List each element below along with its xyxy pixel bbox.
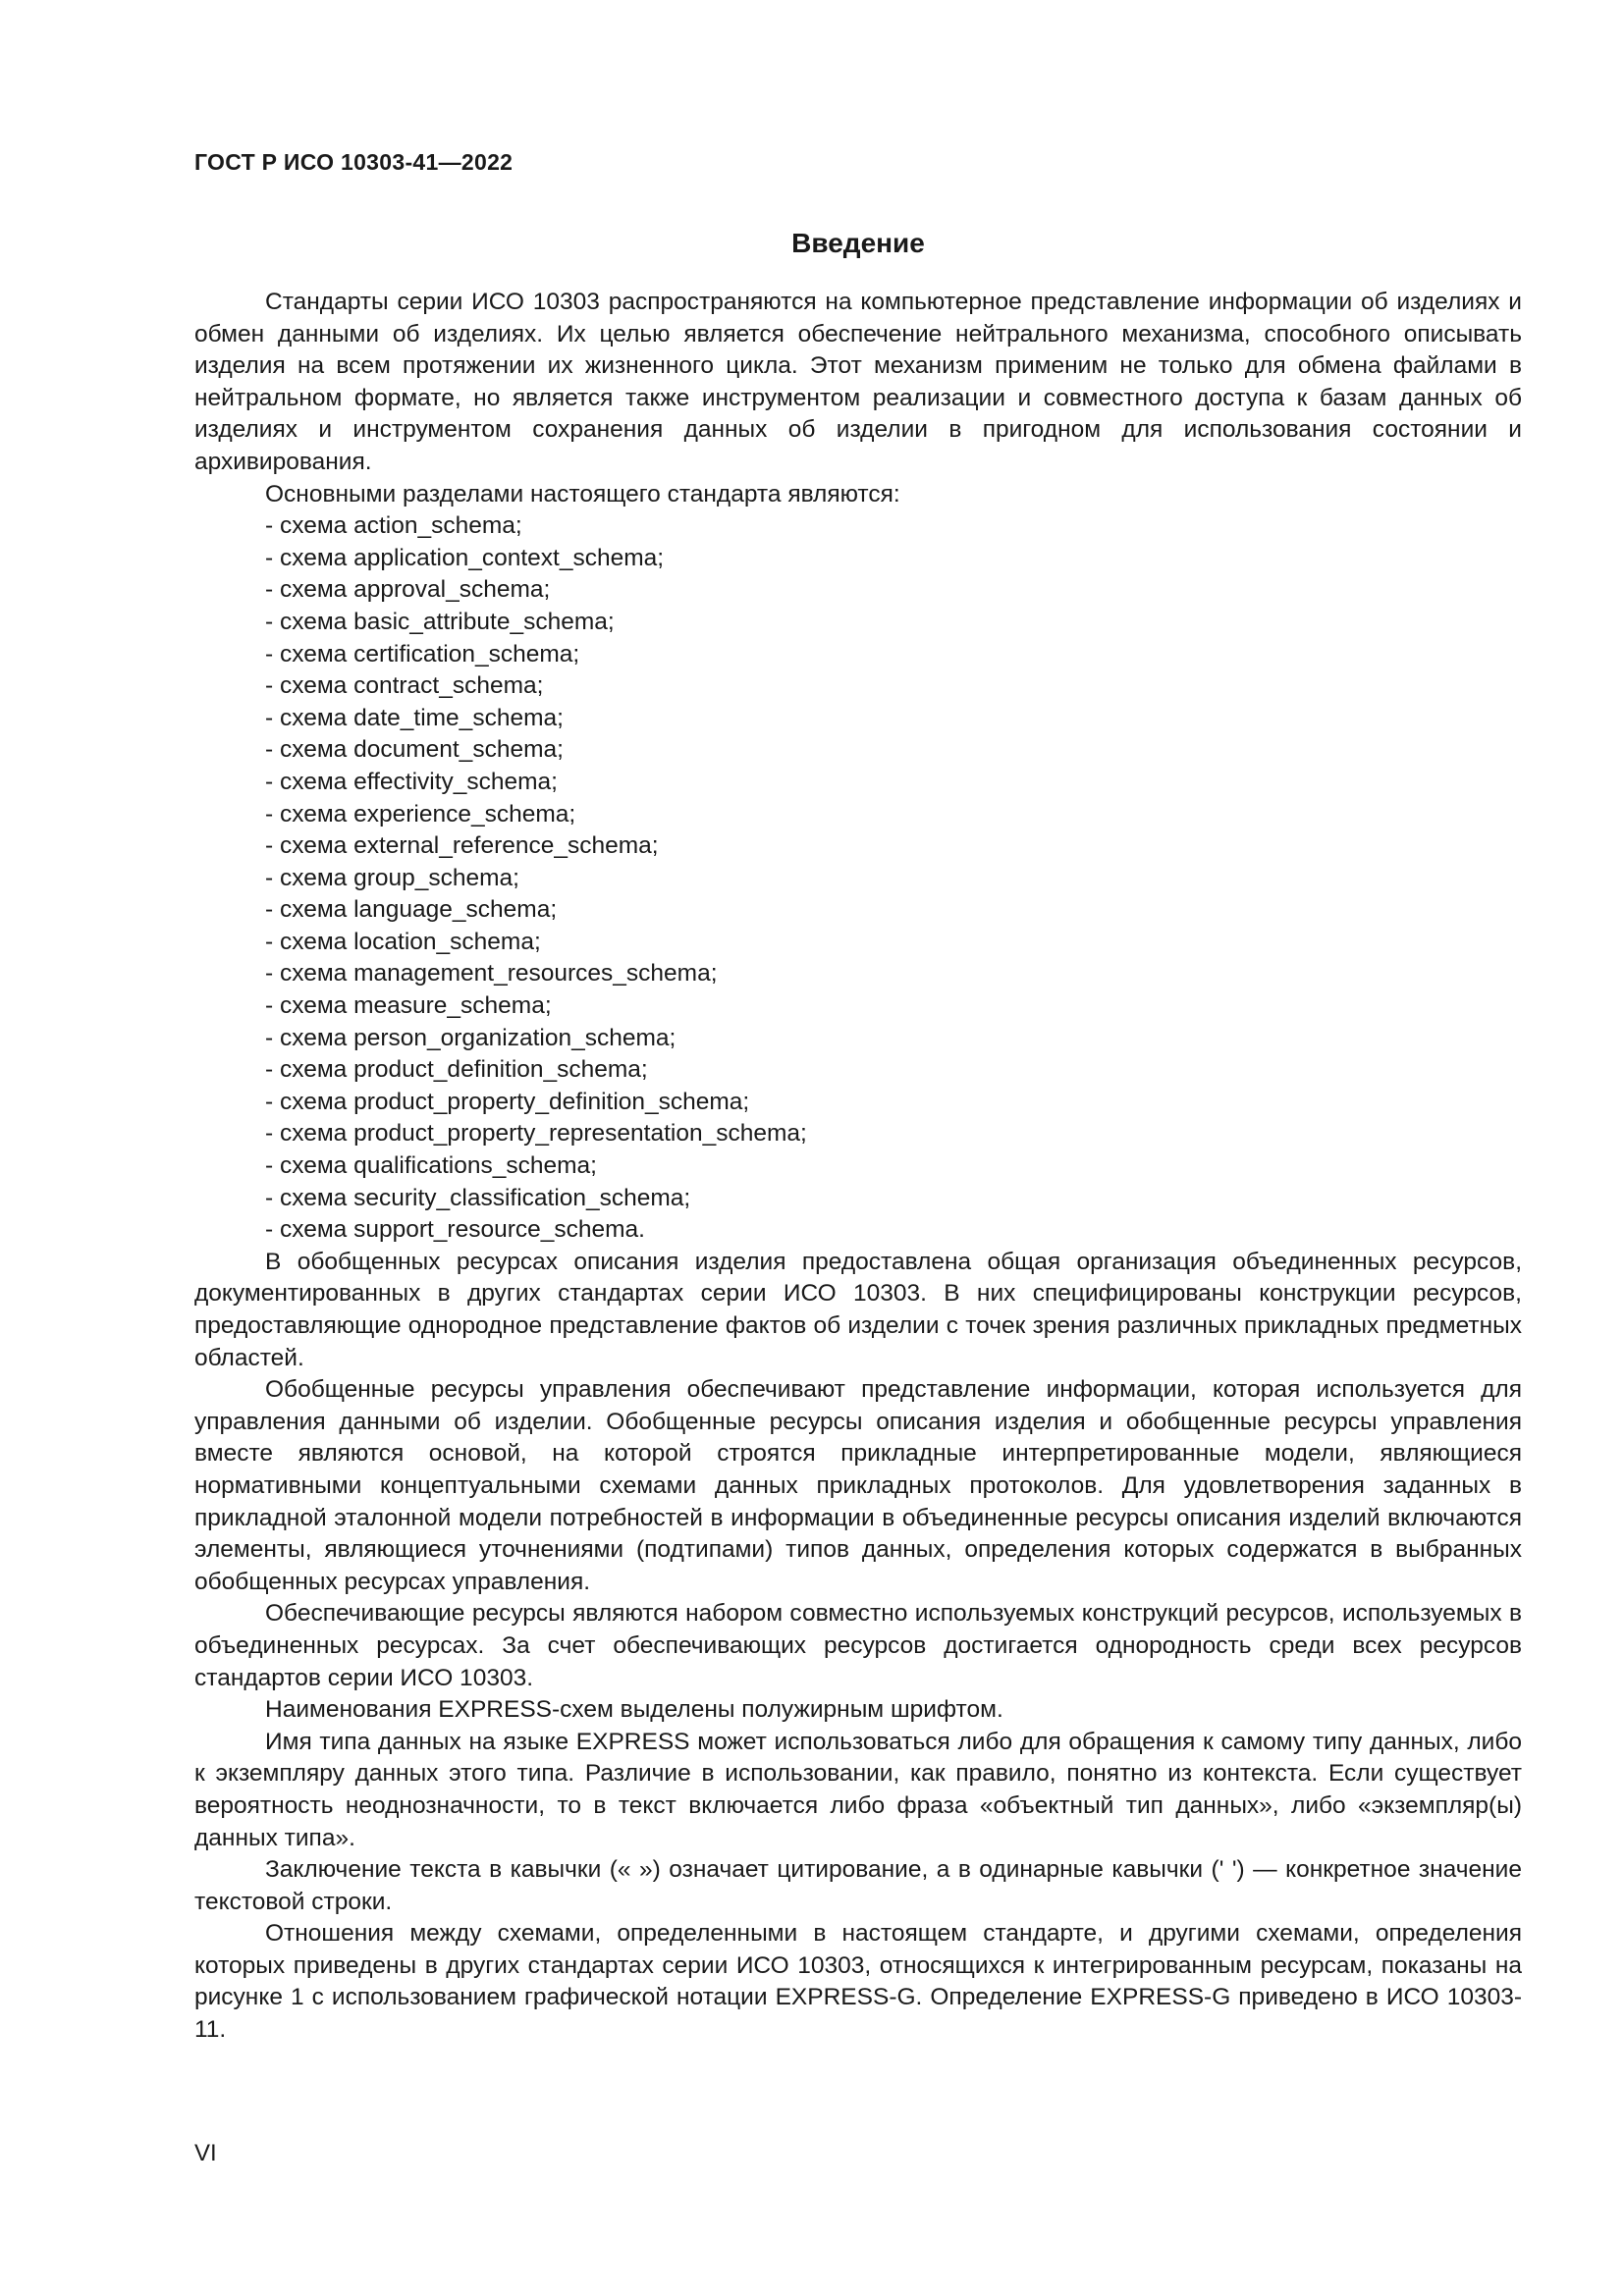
list-item: - схема product_definition_schema; — [265, 1056, 648, 1084]
document-body — [194, 287, 1522, 2047]
list-item: - схема external_reference_schema; — [265, 832, 659, 860]
list-item: - схема basic_attribute_schema; — [265, 608, 615, 635]
section-title: Введение — [791, 228, 925, 258]
list-item: - схема support_resource_schema. — [265, 1216, 645, 1244]
list-item: - схема application_context_schema; — [265, 544, 665, 571]
list-item: - схема action_schema; — [265, 512, 522, 540]
list-item: - схема management_resources_schema; — [265, 960, 718, 988]
paragraph-express-names: Наименования EXPRESS-схем выделены полужирным шрифтом. — [265, 1696, 1003, 1724]
paragraph-management-resources: Обобщенные ресурсы управления обеспечивают представление информации, которая используется для управления данными об изделии. Обобщенные ресурсы описания изделия и обобщенные ресурсы управления вместе являются основой, на которой строятся прикладные интерпретированные модели, являющиеся нормативными концептуальными схемами данных прикладных протоколов. Для удовлетворения заданных в прикладной эталонной модели потребностей в информации в объединенные ресурсы описания изделий включаются элементы, являющиеся уточнениями (подтипами) типов данных, определения которых содержатся в выбранных обобщенных ресурсах управления. — [194, 1376, 1522, 1595]
list-item: - схема effectivity_schema; — [265, 768, 558, 795]
list-item: - схема language_schema; — [265, 896, 558, 924]
list-item: - схема experience_schema; — [265, 800, 576, 828]
list-item: - схема certification_schema; — [265, 640, 580, 667]
paragraph-schema-relations: Отношения между схемами, определенными в настоящем стандарте, и другими схемами, определения которых приведены в других стандартах серии ИСО 10303, относящихся к интегрированным ресурсам, показаны на рисунке 1 с использованием графической нотации EXPRESS-G. Определение EXPRESS-G приведено в ИСО 10303-11. — [194, 1920, 1522, 2044]
list-item: - схема contract_schema; — [265, 672, 544, 700]
list-item: - схема approval_schema; — [265, 576, 551, 604]
list-item: - схема measure_schema; — [265, 992, 552, 1020]
paragraph-support-resources: Обеспечивающие ресурсы являются набором совместно используемых конструкций ресурсов, используемых в объединенных ресурсах. За счет обеспечивающих ресурсов достигается однородность среди всех ресурсов стандартов серии ИСО 10303. — [194, 1600, 1522, 1691]
list-item: - схема qualifications_schema; — [265, 1152, 597, 1180]
intro-paragraph: Стандарты серии ИСО 10303 распространяются на компьютерное представление информации об изделиях и обмен данными об изделиях. Их целью является обеспечение нейтрального механизма, способного описывать изделия на всем протяжении их жизненного цикла. Этот механизм применим не только для обмена файлами в нейтральном формате, но является также инструментом реализации и совместного доступа к базам данных об изделиях и инструментом сохранения данных об изделии в пригодном для использования состоянии и архивирования. — [194, 289, 1522, 475]
list-item: - схема product_property_definition_schema; — [265, 1088, 750, 1115]
list-item: - схема location_schema; — [265, 928, 541, 955]
list-item: - схема security_classification_schema; — [265, 1184, 691, 1211]
document-header: ГОСТ Р ИСО 10303-41—2022 — [194, 149, 514, 175]
list-intro: Основными разделами настоящего стандарта являются: — [265, 480, 900, 507]
list-item: - схема product_property_representation_schema; — [265, 1120, 807, 1148]
list-item: - схема document_schema; — [265, 736, 564, 764]
paragraph-quotation-marks: Заключение текста в кавычки (« ») означает цитирование, а в одинарные кавычки (' ') — конкретное значение текстовой строки. — [194, 1856, 1522, 1915]
list-item: - схема group_schema; — [265, 864, 519, 891]
schema-list — [194, 510, 1522, 1247]
paragraph-data-type-names: Имя типа данных на языке EXPRESS может использоваться либо для обращения к самому типу данных, либо к экземпляру данных этого типа. Различие в использовании, как правило, понятно из контекста. Если существует вероятность неоднозначности, то в текст включается либо фраза «объектный тип данных», либо «экземпляр(ы) данных типа». — [194, 1728, 1522, 1851]
page-number: VI — [194, 2140, 217, 2166]
list-item: - схема date_time_schema; — [265, 704, 564, 731]
paragraph-generic-resources: В обобщенных ресурсах описания изделия предоставлена общая организация объединенных ресурсов, документированных в других стандартах серии ИСО 10303. В них специфицированы конструкции ресурсов, предоставляющие однородное представление фактов об изделии с точек зрения различных прикладных предметных областей. — [194, 1248, 1522, 1371]
list-item: - схема person_organization_schema; — [265, 1024, 677, 1051]
